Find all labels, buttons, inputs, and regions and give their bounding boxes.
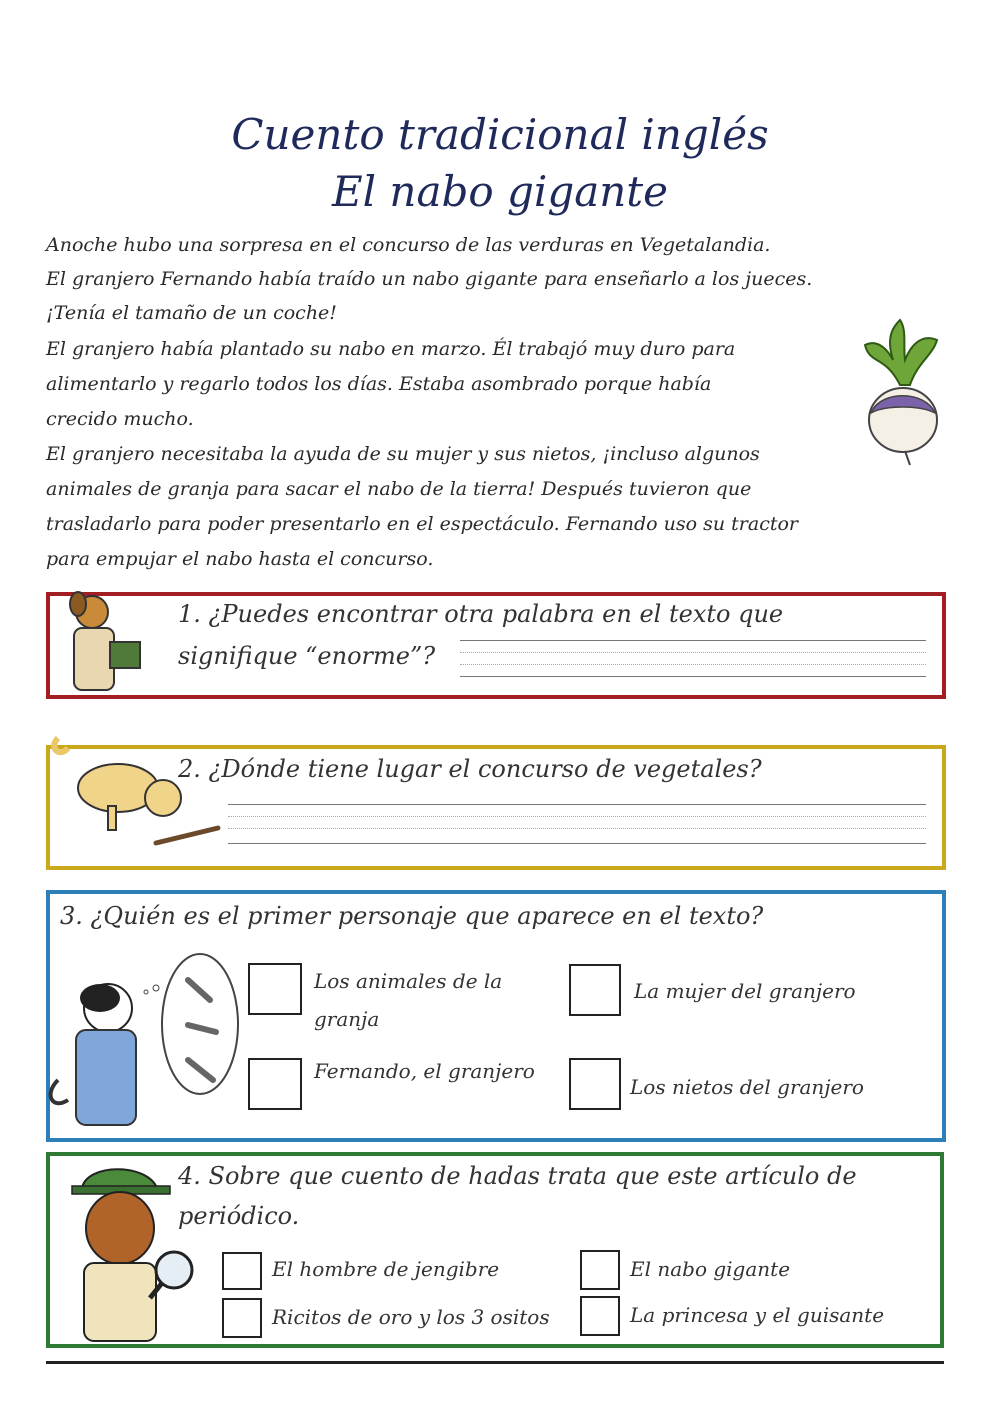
title-line-1: Cuento tradicional inglés xyxy=(231,110,769,159)
question-3-text: 3. ¿Quién es el primer personaje que aparece en el texto? xyxy=(60,902,764,930)
option-label: Fernando, el granjero xyxy=(314,1059,535,1083)
dog-thinking-bones-icon xyxy=(38,950,248,1135)
story-line: trasladarlo para poder presentarlo en el espectáculo. Fernando uso su tractor xyxy=(46,513,798,535)
option-checkbox[interactable] xyxy=(248,963,302,1015)
story-line: El granjero Fernando había traído un nabo gigante para enseñarlo a los jueces. xyxy=(46,268,813,290)
turnip-icon xyxy=(855,315,950,465)
option-label: Los animales de la granja xyxy=(314,969,503,1031)
option-checkbox[interactable] xyxy=(580,1250,620,1290)
story-line: ¡Tenía el tamaño de un coche! xyxy=(46,302,337,324)
option-checkbox[interactable] xyxy=(222,1252,262,1290)
option-checkbox[interactable] xyxy=(569,1058,621,1110)
option-checkbox[interactable] xyxy=(569,964,621,1016)
option-checkbox[interactable] xyxy=(248,1058,302,1110)
story-line: para empujar el nabo hasta el concurso. xyxy=(46,548,434,570)
story-line: crecido mucho. xyxy=(46,408,194,430)
question-2-text: 2. ¿Dónde tiene lugar el concurso de vegetales? xyxy=(178,755,762,783)
dog-reading-book-icon xyxy=(52,590,152,695)
story-line: alimentarlo y regarlo todos los días. Estaba asombrado porque había xyxy=(46,373,712,395)
option-label: Los nietos del granjero xyxy=(630,1075,864,1099)
option-label: El nabo gigante xyxy=(630,1257,791,1281)
story-line: El granjero había plantado su nabo en marzo. Él trabajó muy duro para xyxy=(46,338,736,360)
option-checkbox[interactable] xyxy=(222,1298,262,1338)
story-line: Anoche hubo una sorpresa en el concurso de las verduras en Vegetalandia. xyxy=(46,234,771,256)
option-label: El hombre de jengibre xyxy=(272,1257,500,1281)
option-label: Ricitos de oro y los 3 ositos xyxy=(272,1305,550,1329)
question-4-text-line-2: periódico. xyxy=(178,1202,300,1230)
story-line: animales de granja para sacar el nabo de la tierra! Después tuvieron que xyxy=(46,478,752,500)
question-1-text-line-1: 1. ¿Puedes encontrar otra palabra en el texto que xyxy=(178,600,784,628)
option-label: La princesa y el guisante xyxy=(630,1303,885,1327)
story-line: El granjero necesitaba la ayuda de su mujer y sus nietos, ¡incluso algunos xyxy=(46,443,760,465)
question-1-text-line-2: signifique “enorme”? xyxy=(178,642,436,670)
bottom-divider xyxy=(46,1361,944,1364)
question-4-text-line-1: 4. Sobre que cuento de hadas trata que este artículo de xyxy=(178,1162,857,1190)
option-label: La mujer del granjero xyxy=(634,979,856,1003)
title-line-2: El nabo gigante xyxy=(331,167,669,216)
dog-sniffing-icon xyxy=(48,718,228,858)
option-checkbox[interactable] xyxy=(580,1296,620,1336)
